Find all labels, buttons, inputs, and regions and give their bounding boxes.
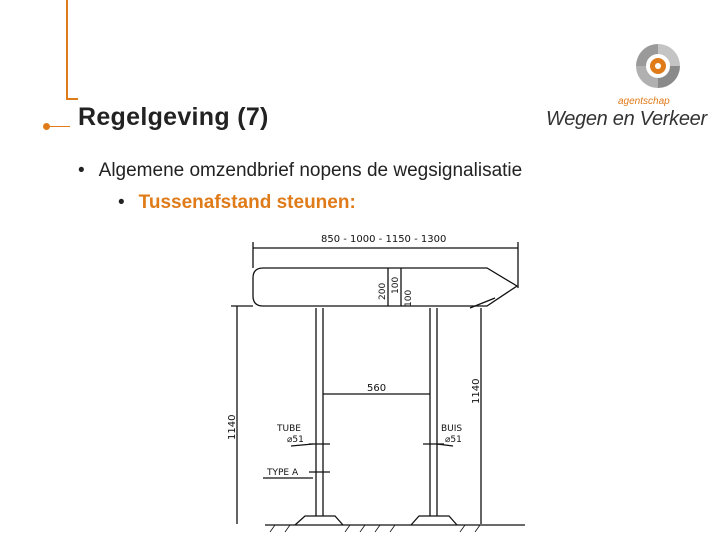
left-height-label: 1140 — [227, 414, 238, 440]
dim-200-label: 200 — [378, 282, 388, 300]
bullet-item-1 — [78, 160, 522, 182]
sign-support-drawing — [225, 228, 555, 540]
tube-label: TUBE — [277, 424, 301, 434]
bullet-icon: • — [118, 192, 125, 213]
post-spacing-label: 560 — [367, 383, 387, 394]
bullet-item-2 — [118, 192, 356, 214]
dim-100b-label: 100 — [404, 289, 414, 307]
right-height-label: 1140 — [471, 378, 482, 404]
bullet-text-1: Algemene omzendbrief nopens de wegsignalisatie — [98, 160, 523, 181]
accent-vertical-line — [66, 0, 68, 100]
slide-title: Regelgeving (7) — [78, 103, 269, 131]
dim-100a-label: 100 — [391, 276, 401, 294]
buis-label: BUIS — [441, 424, 463, 434]
accent-horizontal-line — [66, 98, 78, 100]
bullet-icon: • — [78, 160, 85, 181]
dim-top-label: 850 - 1000 - 1150 - 1300 — [321, 234, 447, 245]
type-label: TYPE A — [267, 468, 299, 478]
accent-dot — [43, 123, 50, 130]
bullet-text-2: Tussenafstand steunen: — [138, 192, 356, 213]
logo-subtitle: agentschap — [618, 96, 670, 107]
logo-name: Wegen en Verkeer — [546, 108, 707, 130]
buis-diam-label: ⌀51 — [445, 435, 462, 445]
tube-diam-label: ⌀51 — [287, 435, 304, 445]
